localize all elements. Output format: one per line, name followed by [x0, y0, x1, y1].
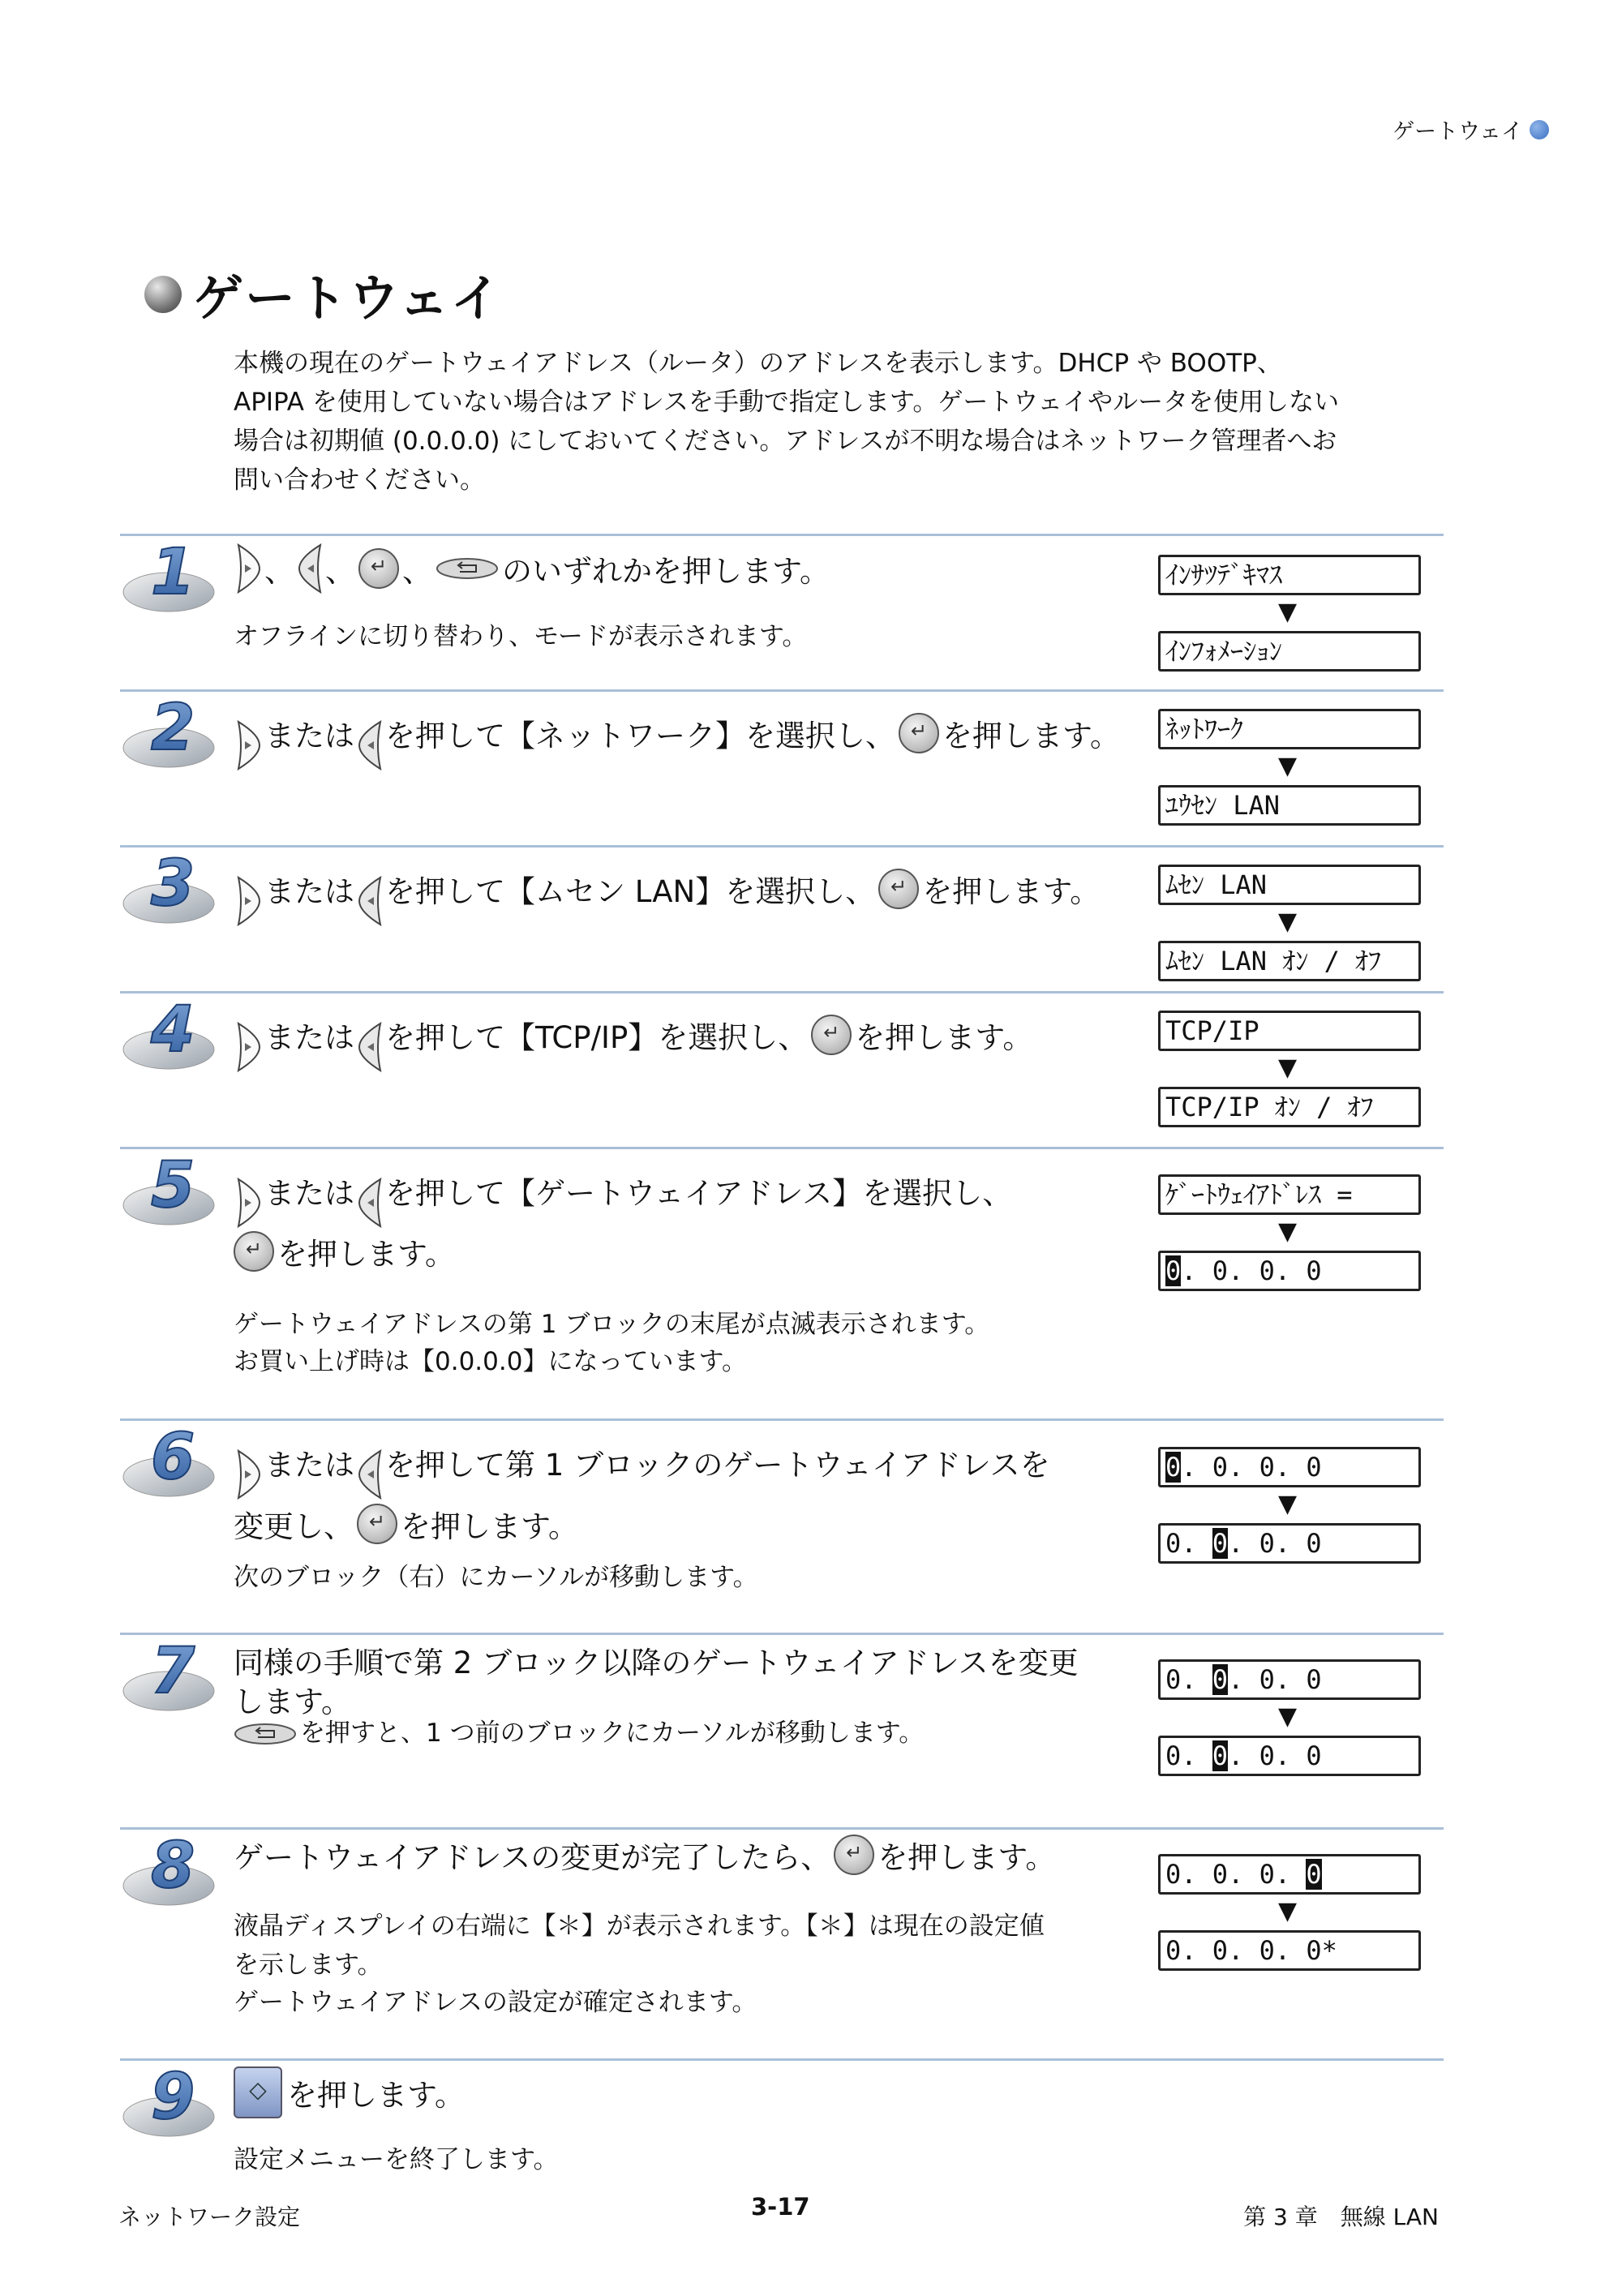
lcd-cursor: 0 [1165, 1255, 1182, 1286]
step-number: 5 [151, 1150, 195, 1222]
or-text: または [264, 874, 354, 909]
step-number: 3 [151, 848, 195, 921]
lcd-cursor: 0 [1212, 1528, 1229, 1559]
right-arrow-key-icon [235, 542, 263, 595]
step-note: オフラインに切り替わり、モードが表示されます。 [234, 622, 808, 651]
page-number: 3-17 [751, 2193, 810, 2221]
step-note: を示します。 [234, 1951, 383, 1980]
down-arrow-icon: ▼ [1278, 752, 1298, 780]
right-arrow-key-icon [235, 719, 263, 772]
lcd-display-bottom: TCP/IP ｵﾝ / ｵﾌ [1158, 1087, 1421, 1127]
step-note-text: を押すと、1 つ前のブロックにカーソルが移動します。 [300, 1719, 925, 1748]
left-arrow-key-icon [356, 719, 384, 772]
step-number-badge [118, 2062, 224, 2143]
step-number-badge [118, 1150, 224, 1231]
lcd-display-top [1158, 1854, 1421, 1895]
step-6-instruction-line2 [234, 1502, 578, 1546]
separator: 、 [264, 554, 294, 589]
lcd-display-bottom: ｲﾝﾌｫﾒｰｼｮﾝ [1158, 631, 1421, 672]
lcd-display-top [1158, 1659, 1421, 1700]
step-text: を押して【ゲートウェイアドレス】を選択し、 [385, 1176, 1013, 1211]
lcd-cursor: 0 [1212, 1664, 1229, 1695]
step-number: 7 [151, 1636, 195, 1708]
lcd-text: 0. [1165, 1740, 1212, 1771]
back-button-icon [234, 1722, 297, 1746]
lcd-text: . 0. 0 [1228, 1740, 1322, 1771]
sphere-bullet-icon [144, 276, 182, 313]
step-2-instruction [234, 694, 1120, 772]
step-note: お買い上げ時は【0.0.0.0】になっています。 [234, 1347, 747, 1376]
lcd-text: . 0. 0 [1228, 1528, 1322, 1559]
section-header [1392, 114, 1549, 145]
down-arrow-icon: ▼ [1278, 1897, 1298, 1925]
set-button-icon [357, 1504, 397, 1544]
down-arrow-icon: ▼ [1278, 1702, 1298, 1731]
bullet-dot-icon [1530, 120, 1549, 139]
step-text: を押します。 [287, 2078, 466, 2113]
or-text: または [264, 719, 354, 753]
page-title [144, 258, 503, 330]
right-arrow-key-icon [235, 1448, 263, 1501]
lcd-display-bottom [1158, 1736, 1421, 1776]
left-arrow-key-icon [296, 542, 324, 595]
lcd-display-bottom: 0. 0. 0. 0* [1158, 1930, 1421, 1971]
right-arrow-key-icon [235, 1176, 263, 1230]
lcd-display-bottom [1158, 1251, 1421, 1291]
set-button-icon [811, 1015, 852, 1055]
step-text: を押して第 1 ブロックのゲートウェイアドレスを [385, 1448, 1050, 1483]
step-3-instruction [234, 850, 1100, 928]
lcd-text: . 0. 0. 0 [1181, 1255, 1322, 1286]
step-number-badge [118, 848, 224, 929]
step-text: を押して【ネットワーク】を選択し、 [385, 719, 895, 753]
step-number-badge [118, 693, 224, 774]
back-button-icon [436, 556, 499, 581]
lcd-text: . 0. 0 [1228, 1664, 1322, 1695]
step-text-tail: を押します。 [277, 1237, 456, 1272]
step-number: 4 [151, 994, 195, 1066]
step-divider [120, 2058, 1444, 2061]
left-arrow-key-icon [356, 1020, 384, 1074]
set-button-icon [234, 1231, 274, 1272]
step-number-badge [118, 1422, 224, 1503]
step-text-tail: を押します。 [855, 1020, 1033, 1055]
lcd-text: 0. [1165, 1664, 1212, 1695]
step-note: 液晶ディスプレイの右端に【＊】が表示されます。【＊】は現在の設定値 [234, 1912, 1045, 1941]
step-number-badge [118, 537, 224, 618]
lcd-text: 0. [1165, 1528, 1212, 1559]
step-note: ゲートウェイアドレスの第 1 ブロックの末尾が点滅表示されます。 [234, 1310, 990, 1339]
set-button-icon [899, 713, 939, 753]
step-number: 2 [151, 693, 195, 765]
step-text: を押して【TCP/IP】を選択し、 [385, 1020, 809, 1055]
intro-paragraph [234, 344, 1450, 500]
step-6-instruction [234, 1423, 1050, 1501]
intro-line: APIPA を使用していない場合はアドレスを手動で指定します。ゲートウェイやルータを使用しない [234, 388, 1340, 417]
step-divider [120, 1633, 1444, 1635]
step-divider [120, 534, 1444, 536]
step-number-badge [118, 1636, 224, 1717]
step-7-instruction: 同様の手順で第 2 ブロック以降のゲートウェイアドレスを変更 [234, 1646, 1079, 1680]
left-arrow-key-icon [356, 874, 384, 928]
lcd-text: . 0. 0. 0 [1181, 1452, 1322, 1483]
step-number: 9 [151, 2062, 195, 2134]
set-button-icon [358, 548, 399, 589]
step-number-badge [118, 1830, 224, 1912]
step-note [234, 1714, 924, 1753]
set-button-icon [878, 869, 919, 909]
or-text: または [264, 1176, 354, 1211]
step-text: 変更し、 [234, 1509, 354, 1544]
step-text: のいずれかを押します。 [502, 554, 830, 589]
step-number: 1 [151, 537, 195, 609]
step-7-instruction-line2: します。 [234, 1684, 352, 1719]
lcd-cursor: 0 [1306, 1859, 1322, 1890]
intro-line: 本機の現在のゲートウェイアドレス（ルータ）のアドレスを表示します。DHCP や BOOTP、 [234, 349, 1282, 378]
step-note: 設定メニューを終了します。 [234, 2145, 559, 2174]
or-text: または [264, 1448, 354, 1483]
lcd-display-top: ｹﾞｰﾄｳｪｲｱﾄﾞﾚｽ = [1158, 1174, 1421, 1215]
step-note: 次のブロック（右）にカーソルが移動します。 [234, 1563, 758, 1592]
footer-section-name: ネットワーク設定 [118, 2204, 301, 2230]
or-text: または [264, 1020, 354, 1055]
down-arrow-icon: ▼ [1278, 598, 1298, 626]
footer-chapter: 第 3 章 無線 LAN [1243, 2204, 1439, 2230]
lcd-display-bottom: ﾕｳｾﾝ LAN [1158, 785, 1421, 826]
lcd-display-top: ﾈｯﾄﾜｰｸ [1158, 709, 1421, 749]
step-divider [120, 991, 1444, 994]
step-5-instruction [234, 1152, 1012, 1230]
step-4-instruction [234, 996, 1032, 1074]
intro-line: 問い合わせください。 [234, 466, 485, 495]
step-divider [120, 1418, 1444, 1421]
down-arrow-icon: ▼ [1278, 1217, 1298, 1246]
lcd-display-bottom [1158, 1523, 1421, 1564]
right-arrow-key-icon [235, 1020, 263, 1074]
lcd-display-bottom: ﾑｾﾝ LAN ｵﾝ / ｵﾌ [1158, 941, 1421, 981]
right-arrow-key-icon [235, 874, 263, 928]
separator: 、 [402, 554, 432, 589]
separator: 、 [325, 554, 355, 589]
left-arrow-key-icon [356, 1176, 384, 1230]
down-arrow-icon: ▼ [1278, 1490, 1298, 1518]
left-arrow-key-icon [356, 1448, 384, 1501]
step-divider [120, 1827, 1444, 1830]
down-arrow-icon: ▼ [1278, 1054, 1298, 1082]
step-9-instruction [234, 2066, 465, 2118]
lcd-display-top: TCP/IP [1158, 1011, 1421, 1051]
step-text: ゲートウェイアドレスの変更が完了したら、 [234, 1840, 831, 1875]
step-8-instruction [234, 1833, 1055, 1877]
step-number: 8 [151, 1830, 195, 1903]
step-divider [120, 689, 1444, 692]
lcd-display-top [1158, 1447, 1421, 1487]
step-text-tail: を押します。 [942, 719, 1121, 753]
step-text: を押して【ムセン LAN】を選択し、 [385, 874, 876, 909]
step-note: ゲートウェイアドレスの設定が確定されます。 [234, 1988, 757, 2017]
intro-line: 場合は初期値 (0.0.0.0) にしておいてください。アドレスが不明な場合はネットワーク管理者へお [234, 427, 1337, 456]
section-label: ゲートウェイ [1392, 119, 1523, 144]
step-divider [120, 1147, 1444, 1149]
lcd-display-top: ﾑｾﾝ LAN [1158, 865, 1421, 905]
lcd-display-top: ｲﾝｻﾂﾃﾞｷﾏｽ [1158, 555, 1421, 595]
step-text-tail: を押します。 [878, 1840, 1056, 1875]
step-5-instruction-line2 [234, 1230, 455, 1273]
lcd-cursor: 0 [1165, 1452, 1182, 1483]
page-title-text: ゲートウェイ [193, 268, 503, 328]
go-button-icon [234, 2066, 282, 2118]
lcd-text: 0. 0. 0. [1165, 1859, 1307, 1890]
lcd-cursor: 0 [1212, 1740, 1229, 1771]
step-text-tail: を押します。 [922, 874, 1101, 909]
step-text-tail: を押します。 [401, 1509, 579, 1544]
set-button-icon [834, 1835, 874, 1875]
step-number: 6 [151, 1422, 195, 1494]
step-number-badge [118, 994, 224, 1075]
step-divider [120, 845, 1444, 848]
down-arrow-icon: ▼ [1278, 908, 1298, 936]
step-1-instruction [234, 542, 830, 595]
